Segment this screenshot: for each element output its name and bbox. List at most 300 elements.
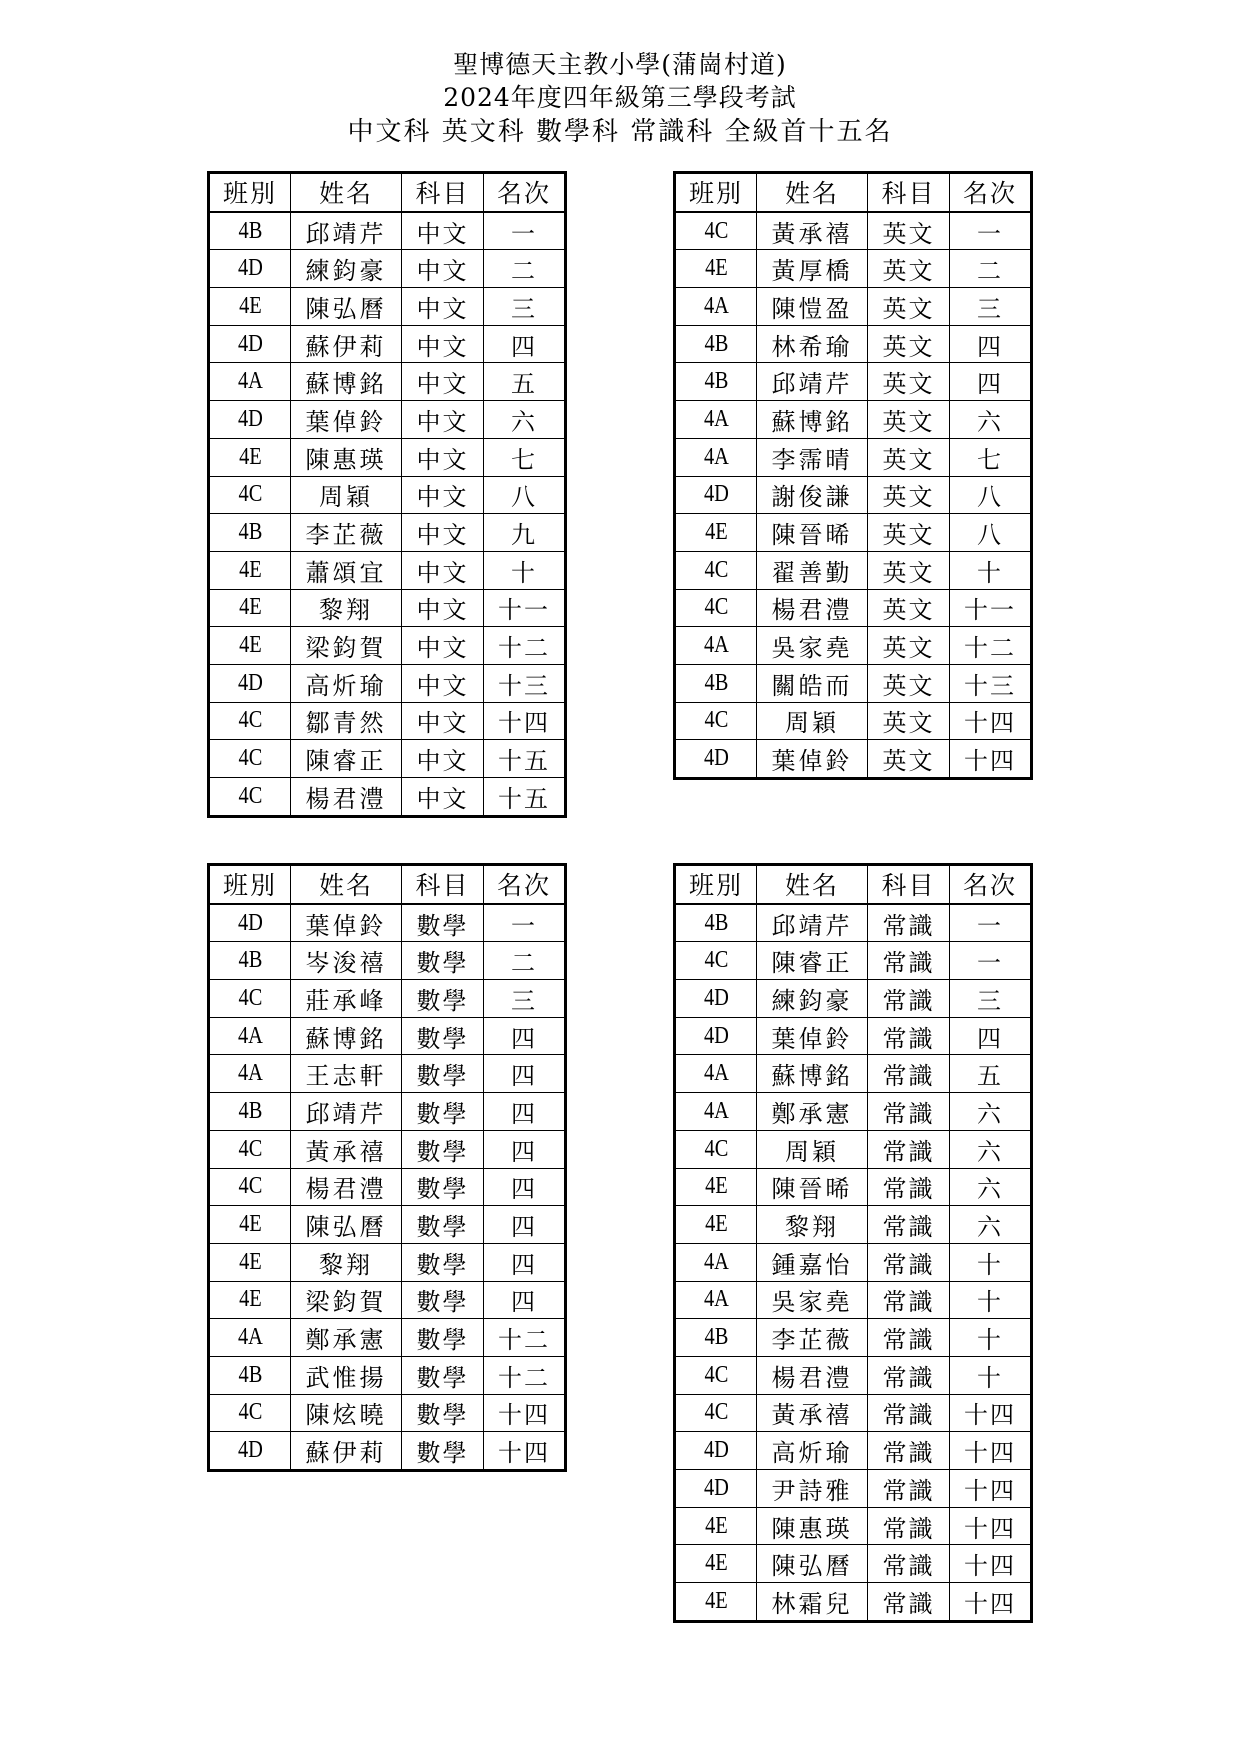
subject-cell: 英文 <box>868 589 950 627</box>
subject-cell: 英文 <box>868 551 950 589</box>
name-cell: 周穎 <box>291 476 402 514</box>
table-row <box>675 1545 1032 1583</box>
subject-header: 科目 <box>402 173 484 212</box>
subject-cell: 數學 <box>402 1168 484 1206</box>
class-header: 班別 <box>209 865 291 904</box>
class-cell: 4C <box>681 1394 751 1432</box>
rank-cell: 三 <box>950 980 1032 1018</box>
rank-cell: 一 <box>950 212 1032 250</box>
rank-cell: 二 <box>484 942 566 980</box>
subject-cell: 數學 <box>402 1281 484 1319</box>
subject-cell: 中文 <box>402 778 484 817</box>
name-cell: 葉倬鈴 <box>291 401 402 439</box>
subject-cell: 英文 <box>868 514 950 552</box>
rank-header: 名次 <box>484 865 566 904</box>
name-cell: 黃厚橋 <box>757 250 868 288</box>
table-row <box>675 740 1032 779</box>
table-row <box>209 1281 566 1319</box>
name-cell: 陳惠瑛 <box>757 1507 868 1545</box>
name-cell: 梁鈞賀 <box>291 1281 402 1319</box>
table-row <box>209 1206 566 1244</box>
table-row <box>209 664 566 702</box>
subject-cell: 中文 <box>402 551 484 589</box>
class-cell: 4E <box>681 1168 751 1206</box>
table-row <box>675 942 1032 980</box>
class-cell: 4A <box>681 401 751 439</box>
rank-cell: 六 <box>950 1130 1032 1168</box>
rank-cell: 十四 <box>950 1545 1032 1583</box>
table-row <box>675 1470 1032 1508</box>
rank-cell: 四 <box>484 1093 566 1131</box>
class-cell: 4B <box>681 1319 751 1357</box>
name-cell: 陳惠瑛 <box>291 438 402 476</box>
class-cell: 4E <box>215 1206 285 1244</box>
table-row <box>675 514 1032 552</box>
name-cell: 黎翔 <box>291 1243 402 1281</box>
subject-cell: 數學 <box>402 1055 484 1093</box>
name-cell: 楊君澧 <box>757 589 868 627</box>
table-row <box>209 778 566 817</box>
name-cell: 吳家堯 <box>757 1281 868 1319</box>
rank-cell: 四 <box>484 325 566 363</box>
rank-cell: 六 <box>484 401 566 439</box>
rank-cell: 十四 <box>950 1432 1032 1470</box>
table-row <box>675 212 1032 250</box>
class-header: 班別 <box>675 173 757 212</box>
class-cell: 4C <box>681 1356 751 1394</box>
subject-cell: 常識 <box>868 980 950 1018</box>
rank-cell: 十二 <box>484 1319 566 1357</box>
class-cell: 4A <box>681 288 751 326</box>
table-row <box>675 363 1032 401</box>
general-studies-ranking-table <box>673 863 1033 1623</box>
name-cell: 周穎 <box>757 1130 868 1168</box>
rank-cell: 三 <box>484 980 566 1018</box>
class-cell: 4D <box>681 1017 751 1055</box>
subject-cell: 中文 <box>402 702 484 740</box>
subject-cell: 數學 <box>402 1017 484 1055</box>
table-header-row <box>209 173 566 212</box>
name-header: 姓名 <box>291 865 402 904</box>
name-cell: 蘇博銘 <box>757 1055 868 1093</box>
rank-cell: 四 <box>484 1130 566 1168</box>
rank-cell: 十二 <box>484 627 566 665</box>
name-cell: 楊君澧 <box>291 1168 402 1206</box>
class-cell: 4A <box>215 1319 285 1357</box>
class-cell: 4A <box>215 363 285 401</box>
subject-cell: 英文 <box>868 250 950 288</box>
subject-cell: 數學 <box>402 1432 484 1471</box>
subject-cell: 常識 <box>868 1319 950 1357</box>
class-cell: 4E <box>681 1545 751 1583</box>
subject-cell: 英文 <box>868 702 950 740</box>
rank-header: 名次 <box>484 173 566 212</box>
class-cell: 4D <box>215 250 285 288</box>
name-cell: 高炘瑜 <box>757 1432 868 1470</box>
chinese-ranking-table <box>207 171 567 818</box>
name-cell: 陳弘曆 <box>291 288 402 326</box>
subject-cell: 中文 <box>402 438 484 476</box>
rank-cell: 一 <box>950 904 1032 942</box>
name-cell: 鍾嘉怡 <box>757 1243 868 1281</box>
name-cell: 邱靖芹 <box>757 904 868 942</box>
class-cell: 4C <box>215 1168 285 1206</box>
class-cell: 4C <box>215 1394 285 1432</box>
subject-header: 科目 <box>402 865 484 904</box>
rank-cell: 十 <box>950 1356 1032 1394</box>
rank-cell: 十二 <box>484 1356 566 1394</box>
table-row <box>675 288 1032 326</box>
class-cell: 4E <box>215 551 285 589</box>
subject-cell: 中文 <box>402 401 484 439</box>
rank-cell: 六 <box>950 401 1032 439</box>
class-cell: 4A <box>215 1017 285 1055</box>
name-header: 姓名 <box>757 173 868 212</box>
table-row <box>675 1394 1032 1432</box>
name-cell: 鄭承憲 <box>757 1093 868 1131</box>
name-cell: 梁鈞賀 <box>291 627 402 665</box>
subject-cell: 中文 <box>402 627 484 665</box>
document-header <box>0 48 1240 150</box>
name-header: 姓名 <box>291 173 402 212</box>
subject-cell: 常識 <box>868 1394 950 1432</box>
name-cell: 李芷薇 <box>757 1319 868 1357</box>
class-cell: 4C <box>215 476 285 514</box>
table-row <box>675 702 1032 740</box>
rank-cell: 二 <box>950 250 1032 288</box>
rank-cell: 三 <box>484 288 566 326</box>
name-cell: 葉倬鈴 <box>757 740 868 779</box>
subject-header: 科目 <box>868 173 950 212</box>
class-cell: 4C <box>681 589 751 627</box>
class-cell: 4A <box>681 1093 751 1131</box>
subject-cell: 數學 <box>402 1319 484 1357</box>
class-cell: 4C <box>681 702 751 740</box>
name-cell: 陳弘曆 <box>291 1206 402 1244</box>
subject-cell: 常識 <box>868 1507 950 1545</box>
rank-cell: 十 <box>950 1243 1032 1281</box>
class-cell: 4C <box>681 551 751 589</box>
rank-cell: 十四 <box>950 702 1032 740</box>
table-header-row <box>675 865 1032 904</box>
table-row <box>675 627 1032 665</box>
rank-cell: 四 <box>484 1243 566 1281</box>
table-row <box>209 1394 566 1432</box>
name-cell: 莊承峰 <box>291 980 402 1018</box>
name-cell: 黎翔 <box>757 1206 868 1244</box>
subject-cell: 常識 <box>868 1130 950 1168</box>
subject-cell: 常識 <box>868 1356 950 1394</box>
name-cell: 林霜兒 <box>757 1583 868 1622</box>
name-header: 姓名 <box>757 865 868 904</box>
table-row <box>675 664 1032 702</box>
name-cell: 楊君澧 <box>291 778 402 817</box>
table-row <box>675 1583 1032 1622</box>
class-cell: 4C <box>681 942 751 980</box>
table-row <box>675 1507 1032 1545</box>
rank-cell: 四 <box>484 1168 566 1206</box>
table-row <box>209 589 566 627</box>
rank-cell: 十 <box>950 1281 1032 1319</box>
rank-cell: 十五 <box>484 778 566 817</box>
class-cell: 4B <box>215 1093 285 1131</box>
name-cell: 陳睿正 <box>291 740 402 778</box>
table-row <box>209 288 566 326</box>
rank-cell: 四 <box>484 1281 566 1319</box>
rank-cell: 十四 <box>950 1507 1032 1545</box>
rank-cell: 十四 <box>950 1470 1032 1508</box>
table-row <box>209 1319 566 1357</box>
name-cell: 練鈞豪 <box>291 250 402 288</box>
class-cell: 4C <box>215 778 285 817</box>
subject-cell: 中文 <box>402 363 484 401</box>
subject-cell: 常識 <box>868 1545 950 1583</box>
subject-cell: 常識 <box>868 1583 950 1622</box>
class-cell: 4B <box>215 1356 285 1394</box>
subject-cell: 中文 <box>402 589 484 627</box>
class-cell: 4D <box>215 401 285 439</box>
subject-cell: 中文 <box>402 664 484 702</box>
class-cell: 4D <box>681 476 751 514</box>
class-cell: 4C <box>215 702 285 740</box>
class-cell: 4D <box>215 904 285 942</box>
table-row <box>675 325 1032 363</box>
subject-cell: 數學 <box>402 904 484 942</box>
name-cell: 謝俊謙 <box>757 476 868 514</box>
subject-cell: 英文 <box>868 212 950 250</box>
class-cell: 4A <box>681 438 751 476</box>
table-header-row <box>675 173 1032 212</box>
name-cell: 蘇伊莉 <box>291 1432 402 1471</box>
table-row <box>675 401 1032 439</box>
rank-cell: 五 <box>950 1055 1032 1093</box>
table-row <box>209 740 566 778</box>
subject-cell: 數學 <box>402 1356 484 1394</box>
table-row <box>209 942 566 980</box>
name-cell: 黃承禧 <box>291 1130 402 1168</box>
table-row <box>675 1243 1032 1281</box>
rank-cell: 一 <box>484 212 566 250</box>
name-cell: 練鈞豪 <box>757 980 868 1018</box>
table-row <box>209 476 566 514</box>
class-cell: 4B <box>215 212 285 250</box>
table-row <box>675 980 1032 1018</box>
table-row <box>209 627 566 665</box>
name-cell: 林希瑜 <box>757 325 868 363</box>
class-cell: 4B <box>681 325 751 363</box>
name-cell: 周穎 <box>757 702 868 740</box>
rank-cell: 六 <box>950 1168 1032 1206</box>
name-cell: 王志軒 <box>291 1055 402 1093</box>
table-row <box>209 401 566 439</box>
rank-cell: 十四 <box>484 1432 566 1471</box>
name-cell: 關皓而 <box>757 664 868 702</box>
rank-cell: 十三 <box>484 664 566 702</box>
name-cell: 蘇博銘 <box>757 401 868 439</box>
subject-cell: 常識 <box>868 1470 950 1508</box>
rank-cell: 十 <box>484 551 566 589</box>
rank-cell: 十四 <box>950 1394 1032 1432</box>
subject-cell: 中文 <box>402 514 484 552</box>
table-row <box>209 250 566 288</box>
subject-cell: 數學 <box>402 1394 484 1432</box>
name-cell: 邱靖芹 <box>291 212 402 250</box>
subject-cell: 數學 <box>402 1093 484 1131</box>
table-row <box>675 551 1032 589</box>
name-cell: 陳晉晞 <box>757 514 868 552</box>
class-cell: 4E <box>215 1281 285 1319</box>
table-row <box>209 438 566 476</box>
subject-cell: 數學 <box>402 1130 484 1168</box>
subject-cell: 英文 <box>868 664 950 702</box>
table-row <box>675 1281 1032 1319</box>
class-cell: 4C <box>215 740 285 778</box>
name-cell: 楊君澧 <box>757 1356 868 1394</box>
table-row <box>675 904 1032 942</box>
class-cell: 4D <box>681 1470 751 1508</box>
table-row <box>209 363 566 401</box>
name-cell: 葉倬鈴 <box>291 904 402 942</box>
table-row <box>209 325 566 363</box>
rank-cell: 六 <box>950 1093 1032 1131</box>
name-cell: 翟善勤 <box>757 551 868 589</box>
table-row <box>675 1017 1032 1055</box>
rank-cell: 四 <box>950 325 1032 363</box>
name-cell: 鄭承憲 <box>291 1319 402 1357</box>
rank-cell: 十四 <box>484 1394 566 1432</box>
table-row <box>675 476 1032 514</box>
class-cell: 4E <box>681 1507 751 1545</box>
name-cell: 鄒青然 <box>291 702 402 740</box>
subject-cell: 英文 <box>868 438 950 476</box>
class-header: 班別 <box>209 173 291 212</box>
table-row <box>209 702 566 740</box>
rank-cell: 十三 <box>950 664 1032 702</box>
table-row <box>675 589 1032 627</box>
name-cell: 葉倬鈴 <box>757 1017 868 1055</box>
table-row <box>209 1017 566 1055</box>
subject-cell: 常識 <box>868 904 950 942</box>
rank-cell: 五 <box>484 363 566 401</box>
rank-cell: 十 <box>950 551 1032 589</box>
name-cell: 吳家堯 <box>757 627 868 665</box>
class-cell: 4A <box>215 1055 285 1093</box>
class-cell: 4D <box>215 664 285 702</box>
subject-cell: 中文 <box>402 250 484 288</box>
class-cell: 4C <box>215 980 285 1018</box>
table-row <box>675 1432 1032 1470</box>
class-header: 班別 <box>675 865 757 904</box>
table-row <box>675 438 1032 476</box>
class-cell: 4B <box>681 664 751 702</box>
math-ranking-table <box>207 863 567 1472</box>
rank-cell: 十一 <box>950 589 1032 627</box>
class-cell: 4D <box>215 1432 285 1471</box>
table-row <box>675 1319 1032 1357</box>
name-cell: 蘇伊莉 <box>291 325 402 363</box>
table-row <box>209 212 566 250</box>
rank-cell: 四 <box>484 1206 566 1244</box>
rank-header: 名次 <box>950 865 1032 904</box>
class-cell: 4C <box>681 212 751 250</box>
table-row <box>209 1168 566 1206</box>
name-cell: 黃承禧 <box>757 1394 868 1432</box>
rank-cell: 十二 <box>950 627 1032 665</box>
class-cell: 4E <box>681 1583 751 1622</box>
subject-cell: 常識 <box>868 1243 950 1281</box>
subject-cell: 常識 <box>868 1432 950 1470</box>
rank-cell: 四 <box>950 1017 1032 1055</box>
subject-header: 科目 <box>868 865 950 904</box>
table-row <box>675 1055 1032 1093</box>
class-cell: 4B <box>215 514 285 552</box>
rank-cell: 十四 <box>950 1583 1032 1622</box>
class-cell: 4B <box>681 904 751 942</box>
table-header-row <box>209 865 566 904</box>
subject-cell: 常識 <box>868 1206 950 1244</box>
subject-cell: 英文 <box>868 476 950 514</box>
class-cell: 4A <box>681 1243 751 1281</box>
subject-cell: 英文 <box>868 627 950 665</box>
name-cell: 李芷薇 <box>291 514 402 552</box>
name-cell: 陳愷盈 <box>757 288 868 326</box>
class-cell: 4B <box>681 363 751 401</box>
rank-cell: 八 <box>950 514 1032 552</box>
class-cell: 4A <box>681 1055 751 1093</box>
class-cell: 4C <box>215 1130 285 1168</box>
class-cell: 4E <box>215 438 285 476</box>
rank-cell: 十五 <box>484 740 566 778</box>
rank-cell: 一 <box>484 904 566 942</box>
rank-cell: 二 <box>484 250 566 288</box>
subject-cell: 中文 <box>402 476 484 514</box>
table-row <box>209 1093 566 1131</box>
class-cell: 4E <box>215 288 285 326</box>
subject-cell: 常識 <box>868 1168 950 1206</box>
subject-cell: 英文 <box>868 740 950 779</box>
name-cell: 黃承禧 <box>757 212 868 250</box>
table-row <box>675 1206 1032 1244</box>
name-cell: 岑浚禧 <box>291 942 402 980</box>
subject-cell: 數學 <box>402 942 484 980</box>
subject-cell: 常識 <box>868 1055 950 1093</box>
rank-cell: 七 <box>484 438 566 476</box>
subjects-subtitle: 中文科 英文科 數學科 常識科 全級首十五名 <box>347 117 893 147</box>
name-cell: 陳炫曉 <box>291 1394 402 1432</box>
table-row <box>209 1432 566 1471</box>
table-row <box>209 1055 566 1093</box>
class-cell: 4E <box>215 589 285 627</box>
rank-cell: 一 <box>950 942 1032 980</box>
subject-cell: 常識 <box>868 1281 950 1319</box>
english-ranking-table <box>673 171 1033 780</box>
name-cell: 高炘瑜 <box>291 664 402 702</box>
rank-cell: 十四 <box>484 702 566 740</box>
class-cell: 4E <box>681 514 751 552</box>
exam-title: 2024年度四年級第三學段考試 <box>443 83 797 112</box>
name-cell: 蘇博銘 <box>291 363 402 401</box>
table-row <box>209 904 566 942</box>
name-cell: 李霈晴 <box>757 438 868 476</box>
subject-cell: 數學 <box>402 1206 484 1244</box>
table-row <box>209 1130 566 1168</box>
subject-cell: 英文 <box>868 363 950 401</box>
class-cell: 4E <box>215 627 285 665</box>
class-cell: 4E <box>215 1243 285 1281</box>
class-cell: 4D <box>681 1432 751 1470</box>
table-row <box>675 1093 1032 1131</box>
name-cell: 陳弘曆 <box>757 1545 868 1583</box>
